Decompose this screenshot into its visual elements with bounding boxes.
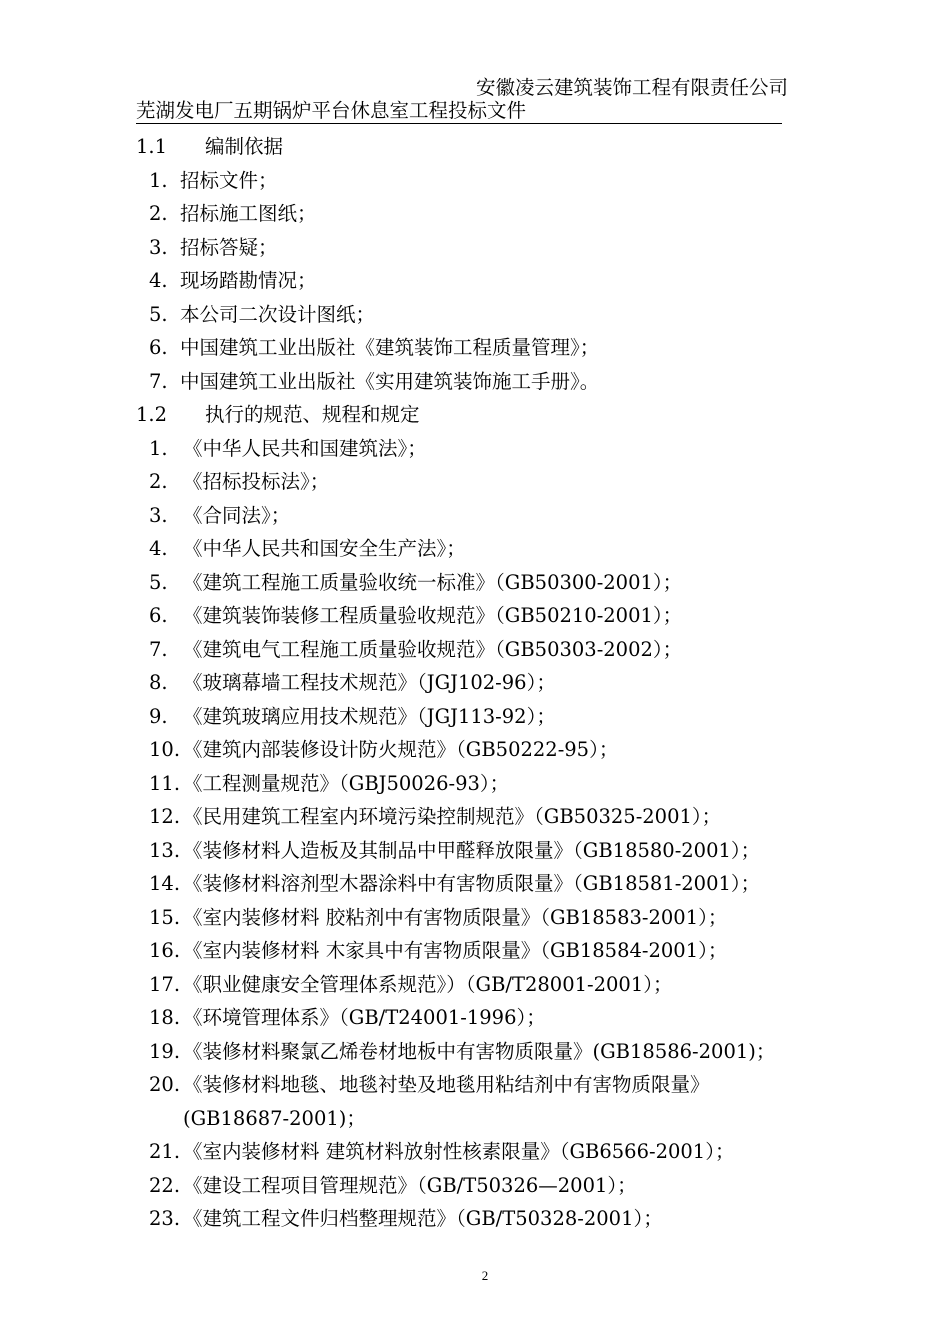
item-text: 《装修材料地毯、地毯衬垫及地毯用粘结剂中有害物质限量》 — [183, 1073, 710, 1096]
item-number: 18. — [149, 1006, 181, 1029]
item-number: 9. — [149, 704, 168, 728]
item-number: 13. — [149, 838, 181, 862]
document-body — [0, 130, 950, 1236]
section-heading-basis — [0, 130, 950, 164]
list-item — [0, 164, 950, 198]
item-text: 《装修材料聚氯乙烯卷材地板中有害物质限量》(GB18586-2001)； — [183, 1039, 776, 1063]
list-item — [0, 1202, 950, 1236]
item-text: 《建筑工程文件归档整理规范》（GB/T50328-2001）； — [183, 1207, 663, 1230]
item-number: 20. — [149, 1073, 181, 1096]
section-title: 编制依据 — [205, 135, 284, 158]
item-number: 19. — [149, 1039, 181, 1063]
item-text: 《室内装修材料 木家具中有害物质限量》（GB18584-2001）； — [183, 939, 728, 962]
item-number: 6. — [149, 336, 168, 359]
list-item — [0, 1169, 950, 1203]
item-text: 招标施工图纸； — [180, 202, 317, 225]
list-item — [0, 834, 950, 868]
item-number: 16. — [149, 939, 181, 962]
list-item — [0, 432, 950, 466]
list-item — [0, 465, 950, 499]
list-item — [0, 365, 950, 399]
item-text: 《中华人民共和国建筑法》； — [183, 436, 427, 460]
list-item — [0, 298, 950, 332]
document-title: 芜湖发电厂五期锅炉平台休息室工程投标文件 — [136, 100, 782, 124]
section-number: 1.2 — [136, 403, 168, 426]
item-text: 《玻璃幕墙工程技术规范》（JGJ102-96）； — [183, 671, 556, 694]
item-text: 现场踏勘情况； — [180, 269, 317, 292]
item-number: 15. — [149, 905, 181, 929]
list-item — [0, 767, 950, 801]
item-text: 《建筑装饰装修工程质量验收规范》（GB50210-2001）； — [183, 604, 683, 627]
item-number: 14. — [149, 872, 181, 895]
item-number: 21. — [149, 1140, 181, 1163]
list-item — [0, 1068, 950, 1135]
item-text: 《建设工程项目管理规范》（GB/T50326—2001）； — [183, 1173, 637, 1197]
item-number: 5. — [149, 570, 168, 594]
list-item — [0, 633, 950, 667]
list-item — [0, 700, 950, 734]
item-number: 2. — [149, 202, 168, 225]
list-item — [0, 901, 950, 935]
list-item — [0, 934, 950, 968]
list-item — [0, 532, 950, 566]
item-text: 《民用建筑工程室内环境污染控制规范》（GB50325-2001）； — [183, 805, 722, 828]
list-item — [0, 197, 950, 231]
list-item — [0, 733, 950, 767]
item-text: 《室内装修材料 建筑材料放射性核素限量》（GB6566-2001）； — [183, 1140, 735, 1163]
item-text: 《工程测量规范》（GBJ50026-93）； — [183, 771, 510, 795]
list-item — [0, 1001, 950, 1035]
item-number: 4. — [149, 537, 168, 560]
item-number: 17. — [149, 972, 181, 996]
section-title: 执行的规范、规程和规定 — [205, 403, 420, 426]
item-text: 《建筑工程施工质量验收统一标准》（GB50300-2001）； — [183, 570, 683, 594]
item-text: 《环境管理体系》（GB/T24001-1996）； — [183, 1006, 546, 1029]
item-text: 招标答疑； — [180, 235, 278, 259]
item-text: 《装修材料人造板及其制品中甲醛释放限量》（GB18580-2001）； — [183, 838, 761, 862]
item-text: 《建筑内部装修设计防火规范》（GB50222-95）； — [183, 738, 619, 761]
item-number: 23. — [149, 1207, 181, 1230]
item-text: 《中华人民共和国安全生产法》； — [183, 537, 466, 560]
item-number: 10. — [149, 738, 181, 761]
item-number: 4. — [149, 269, 168, 292]
list-item — [0, 968, 950, 1002]
item-text: 中国建筑工业出版社《实用建筑装饰施工手册》。 — [180, 369, 600, 393]
section-number: 1.1 — [136, 135, 168, 158]
item-text: 中国建筑工业出版社《建筑装饰工程质量管理》； — [180, 336, 600, 359]
item-number: 1. — [149, 436, 168, 460]
list-item — [0, 867, 950, 901]
list-item — [0, 800, 950, 834]
item-text-continued: (GB18687-2001)； — [183, 1106, 366, 1130]
item-text: 《招标投标法》； — [183, 470, 330, 493]
standards-list — [0, 432, 950, 1236]
list-item — [0, 599, 950, 633]
list-item — [0, 231, 950, 265]
item-number: 7. — [149, 369, 168, 393]
list-item — [0, 1135, 950, 1169]
item-text: 《建筑电气工程施工质量验收规范》（GB50303-2002）； — [183, 637, 683, 661]
item-text: 《装修材料溶剂型木器涂料中有害物质限量》（GB18581-2001）； — [183, 872, 761, 895]
basis-list — [0, 164, 950, 399]
item-number: 1. — [149, 168, 168, 192]
item-text: 《建筑玻璃应用技术规范》（JGJ113-92）； — [183, 704, 556, 728]
page-number: 2 — [481, 1268, 489, 1283]
company-name: 安徽凌云建筑装饰工程有限责任公司 — [476, 76, 789, 99]
item-number: 3. — [149, 235, 168, 259]
list-item — [0, 331, 950, 365]
item-number: 6. — [149, 604, 168, 627]
item-number: 2. — [149, 470, 168, 493]
item-number: 7. — [149, 637, 168, 661]
item-number: 22. — [149, 1173, 181, 1197]
list-item — [0, 264, 950, 298]
list-item — [0, 1035, 950, 1069]
item-number: 11. — [149, 771, 181, 795]
item-number: 3. — [149, 503, 168, 527]
item-text: 招标文件； — [180, 168, 278, 192]
item-text: 本公司二次设计图纸； — [180, 302, 376, 326]
list-item — [0, 499, 950, 533]
section-heading-standards — [0, 398, 950, 432]
list-item — [0, 566, 950, 600]
item-number: 12. — [149, 805, 181, 828]
item-text: 《室内装修材料 胶粘剂中有害物质限量》（GB18583-2001）； — [183, 905, 728, 929]
item-text: 《合同法》； — [183, 503, 291, 527]
item-text: 《职业健康安全管理体系规范》）（GB/T28001-2001）； — [183, 972, 673, 996]
item-number: 8. — [149, 671, 168, 694]
item-number: 5. — [149, 302, 168, 326]
list-item — [0, 666, 950, 700]
